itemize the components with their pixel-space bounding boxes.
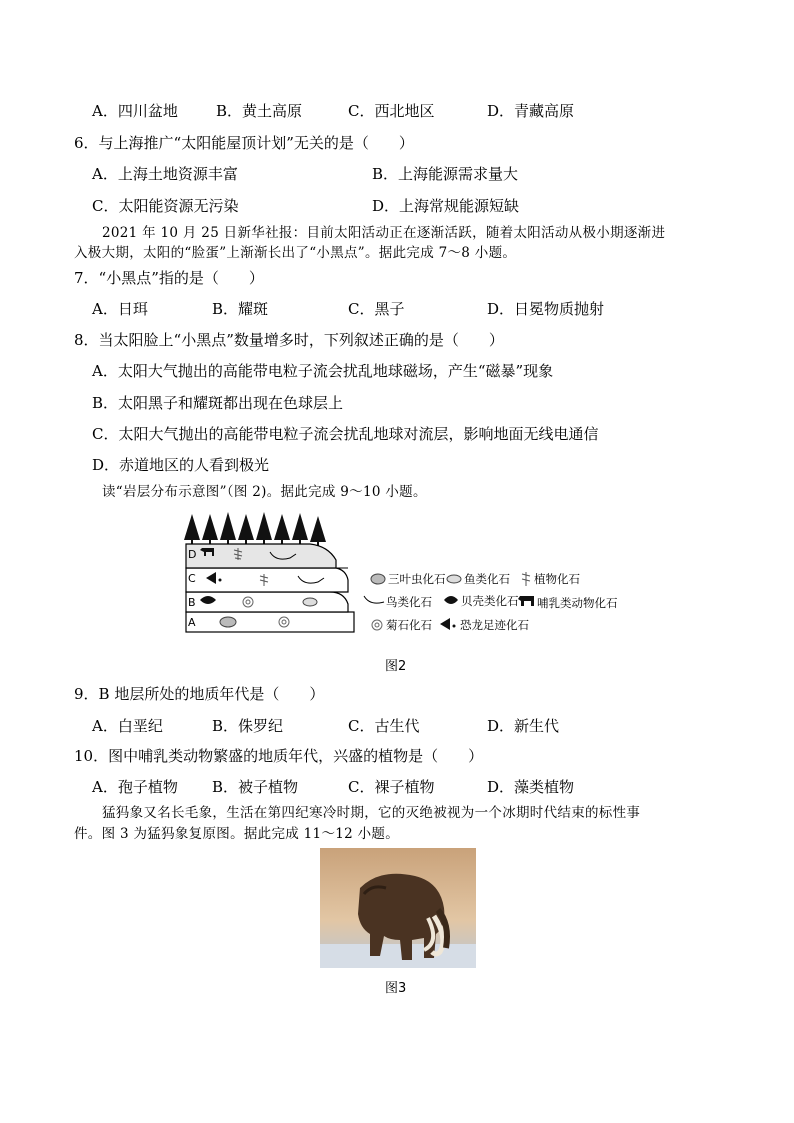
- q7-option-d: D．日冕物质抛射: [487, 300, 605, 318]
- passage3-line2: 件。图 3 为猛犸象复原图。据此完成 11～12 小题。: [74, 826, 400, 842]
- dinosaur-footprint-icon: [440, 618, 450, 630]
- rock-layer-diagram: [180, 508, 620, 638]
- trilobite-fossil-icon: [220, 617, 236, 627]
- figure3-caption: 图3: [385, 981, 407, 996]
- q7-stem: 7．“小黑点”指的是（ ）: [74, 269, 264, 287]
- legend-trilobite: 三叶虫化石: [388, 572, 446, 586]
- q8-option-a: A．太阳大气抛出的高能带电粒子流会扰乱地球磁场，产生“磁暴”现象: [92, 362, 554, 380]
- q8-stem: 8．当太阳脸上“小黑点”数量增多时，下列叙述正确的是（ ）: [74, 331, 504, 349]
- fish-fossil-icon: [303, 598, 317, 606]
- bird-fossil-icon: [364, 596, 384, 603]
- q10-option-a: A．孢子植物: [92, 778, 178, 796]
- q5-option-d: D．青藏高原: [487, 102, 575, 120]
- q6-option-a: A．上海土地资源丰富: [92, 165, 238, 183]
- tree-icon: [202, 514, 218, 544]
- legend-ammonite: 菊石化石: [386, 618, 432, 632]
- ammonite-fossil-icon: [372, 620, 382, 630]
- q7-option-a: A．日珥: [92, 300, 148, 318]
- mammoth-image: [320, 848, 476, 968]
- legend: [364, 572, 618, 632]
- q6-option-d: D．上海常规能源短缺: [372, 197, 520, 215]
- q9-option-d: D．新生代: [487, 717, 560, 735]
- fish-fossil-icon: [447, 575, 461, 583]
- layer-label-d: D: [188, 548, 197, 561]
- legend-shell: 贝壳类化石: [461, 594, 519, 608]
- plant-fossil-icon: [522, 572, 530, 586]
- passage3-line1: 猛犸象又名长毛象，生活在第四纪寒冷时期，它的灭绝被视为一个冰期时代结束的标性事: [102, 805, 641, 821]
- q7-option-b: B．耀斑: [212, 300, 269, 318]
- layer-label-b: B: [188, 596, 196, 609]
- legend-fish: 鱼类化石: [464, 572, 510, 586]
- q5-option-a: A．四川盆地: [92, 102, 178, 120]
- q9-stem: 9．B 地层所处的地质年代是（ ）: [74, 685, 325, 703]
- q10-option-c: C．裸子植物: [348, 778, 435, 796]
- q9-option-a: A．白垩纪: [92, 717, 163, 735]
- tree-icon: [184, 514, 200, 544]
- q8-option-d: D．赤道地区的人看到极光: [92, 456, 270, 474]
- q8-option-b: B．太阳黑子和耀斑都出现在色球层上: [92, 394, 344, 412]
- tree-icon: [220, 512, 236, 544]
- legend-plant: 植物化石: [534, 572, 580, 586]
- q5-option-c: C．西北地区: [348, 102, 435, 120]
- shell-fossil-icon: [444, 596, 458, 604]
- passage2-line1: 读“岩层分布示意图”（图 2)。据此完成 9～10 小题。: [102, 484, 427, 500]
- passage1-line1: 2021 年 10 月 25 日新华社报：目前太阳活动正在逐渐活跃，随着太阳活动从极小期逐渐进: [102, 225, 666, 241]
- q8-option-c: C．太阳大气抛出的高能带电粒子流会扰乱地球对流层，影响地面无线电通信: [92, 425, 599, 443]
- q10-option-b: B．被子植物: [212, 778, 299, 796]
- q6-stem: 6．与上海推广“太阳能屋顶计划”无关的是（ ）: [74, 134, 414, 152]
- tree-icon: [238, 514, 254, 544]
- q7-option-c: C．黑子: [348, 300, 405, 318]
- q9-option-b: B．侏罗纪: [212, 717, 284, 735]
- q6-option-c: C．太阳能资源无污染: [92, 197, 239, 215]
- mammal-fossil-icon: [518, 596, 534, 606]
- passage1-line2: 入极大期，太阳的“脸蛋”上渐渐长出了“小黑点”。据此完成 7～8 小题。: [74, 245, 517, 261]
- figure2-caption: 图2: [385, 659, 407, 674]
- legend-mammal: 哺乳类动物化石: [537, 596, 618, 610]
- layer-label-c: C: [188, 572, 196, 585]
- tree-icon: [256, 512, 272, 544]
- tree-icon: [292, 513, 308, 544]
- tree-icon: [274, 514, 290, 544]
- q6-option-b: B．上海能源需求量大: [372, 165, 519, 183]
- tree-icon: [310, 516, 326, 546]
- legend-dinosaur: 恐龙足迹化石: [460, 618, 529, 632]
- legend-bird: 鸟类化石: [386, 595, 432, 609]
- q10-option-d: D．藻类植物: [487, 778, 575, 796]
- q9-option-c: C．古生代: [348, 717, 420, 735]
- mammoth-icon: [358, 874, 447, 960]
- trilobite-fossil-icon: [371, 574, 385, 584]
- q5-option-b: B．黄土高原: [216, 102, 303, 120]
- q10-stem: 10．图中哺乳类动物繁盛的地质年代，兴盛的植物是（ ）: [74, 747, 484, 765]
- layer-label-a: A: [188, 616, 196, 629]
